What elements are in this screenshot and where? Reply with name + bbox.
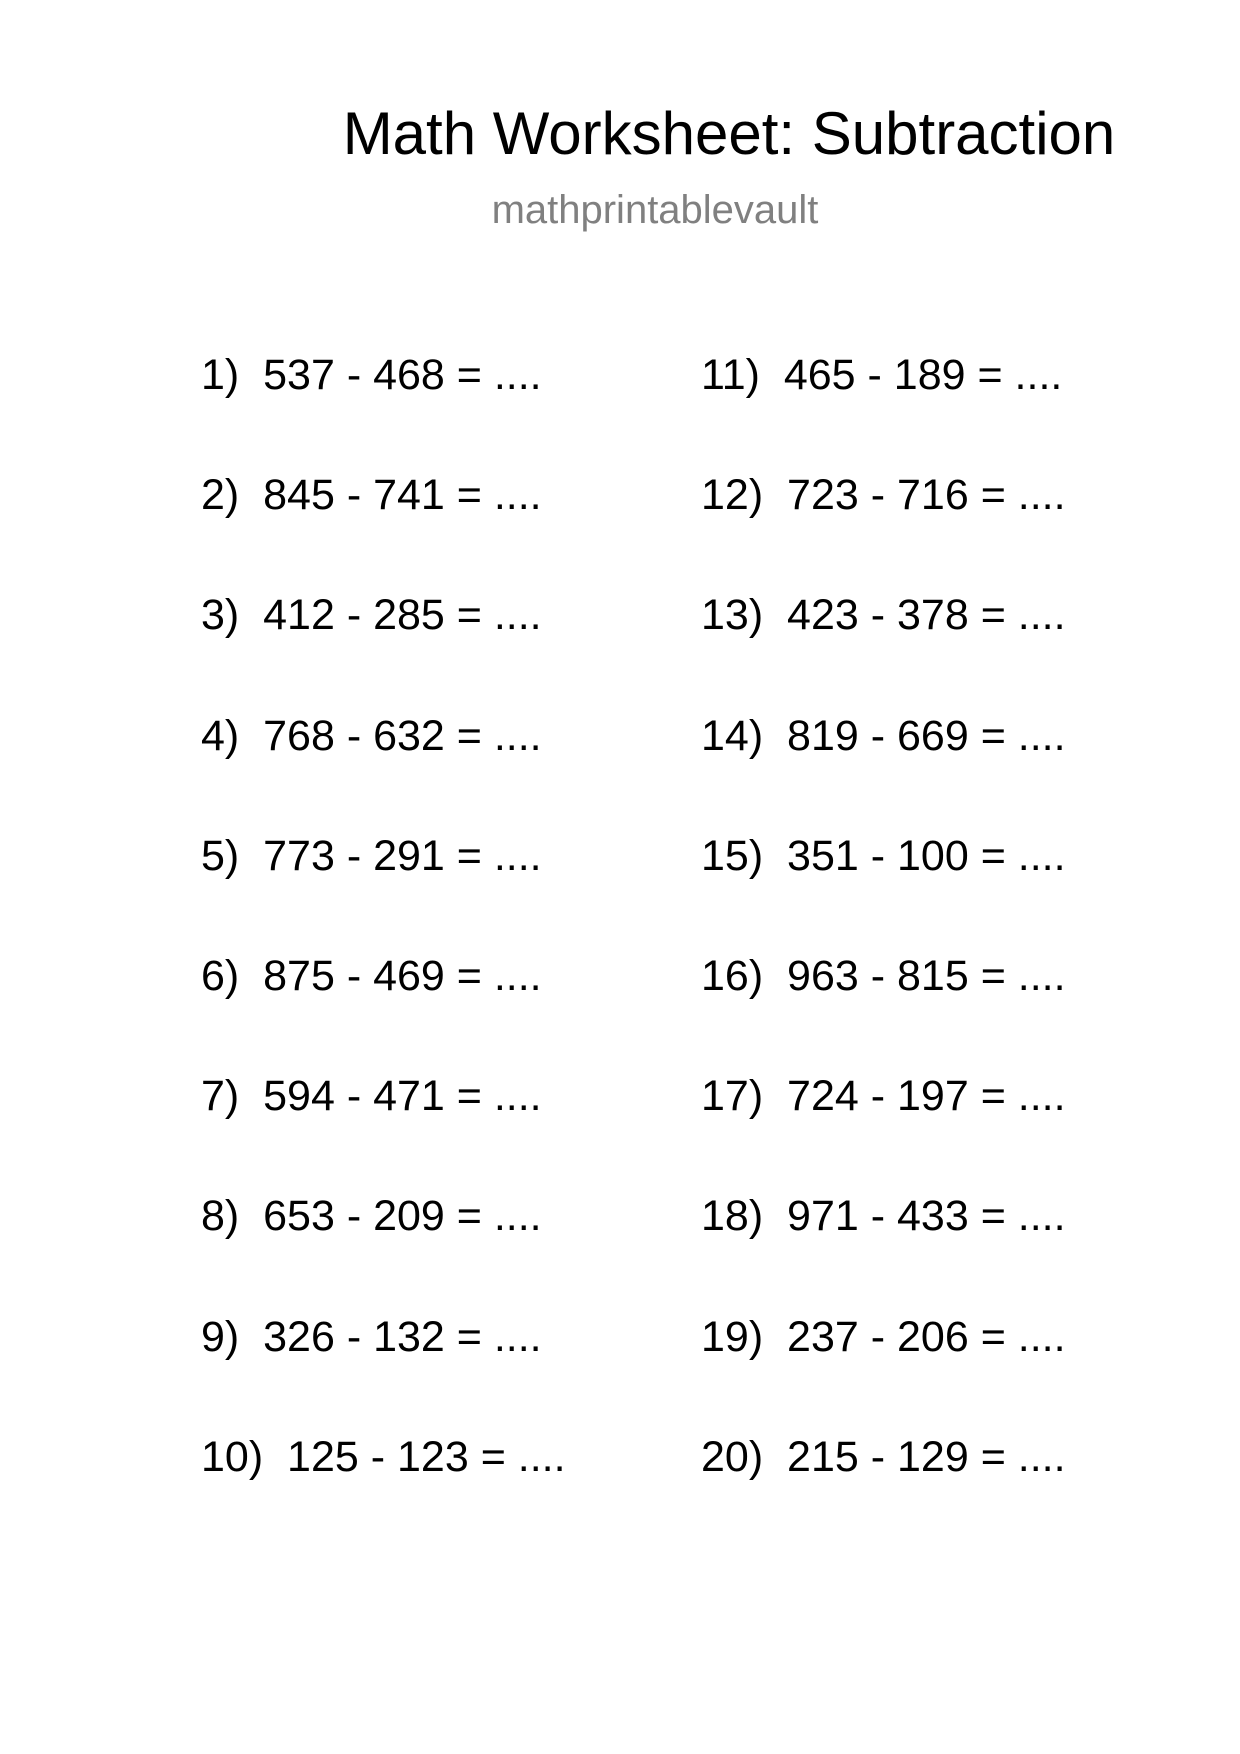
problem-17: 17) 724 - 197 = .... xyxy=(701,1072,1066,1121)
problem-3: 3) 412 - 285 = .... xyxy=(201,591,542,640)
problem-14: 14) 819 - 669 = .... xyxy=(701,711,1066,760)
problem-18: 18) 971 - 433 = .... xyxy=(701,1192,1066,1241)
problem-15: 15) 351 - 100 = .... xyxy=(701,831,1066,880)
problem-13: 13) 423 - 378 = .... xyxy=(701,591,1066,640)
problem-1: 1) 537 - 468 = .... xyxy=(201,351,542,399)
problem-16: 16) 963 - 815 = .... xyxy=(701,951,1066,1000)
page-title: Math Worksheet: Subtraction xyxy=(342,100,1116,167)
problem-19: 19) 237 - 206 = .... xyxy=(701,1312,1066,1361)
page-subtitle: mathprintablevault xyxy=(491,188,819,232)
problem-9: 9) 326 - 132 = .... xyxy=(201,1312,542,1361)
problems-column-left xyxy=(201,345,566,1547)
problems-column-right xyxy=(701,345,1066,1547)
problem-6: 6) 875 - 469 = .... xyxy=(201,951,542,1000)
problem-8: 8) 653 - 209 = .... xyxy=(201,1192,542,1241)
problem-7: 7) 594 - 471 = .... xyxy=(201,1072,542,1121)
problem-12: 12) 723 - 716 = .... xyxy=(701,471,1066,520)
problem-2: 2) 845 - 741 = .... xyxy=(201,471,542,520)
problem-4: 4) 768 - 632 = .... xyxy=(201,711,542,760)
problem-10: 10) 125 - 123 = .... xyxy=(201,1432,566,1481)
problem-20: 20) 215 - 129 = .... xyxy=(701,1432,1066,1481)
problem-11: 11) 465 - 189 = .... xyxy=(701,351,1063,399)
problem-5: 5) 773 - 291 = .... xyxy=(201,831,542,880)
